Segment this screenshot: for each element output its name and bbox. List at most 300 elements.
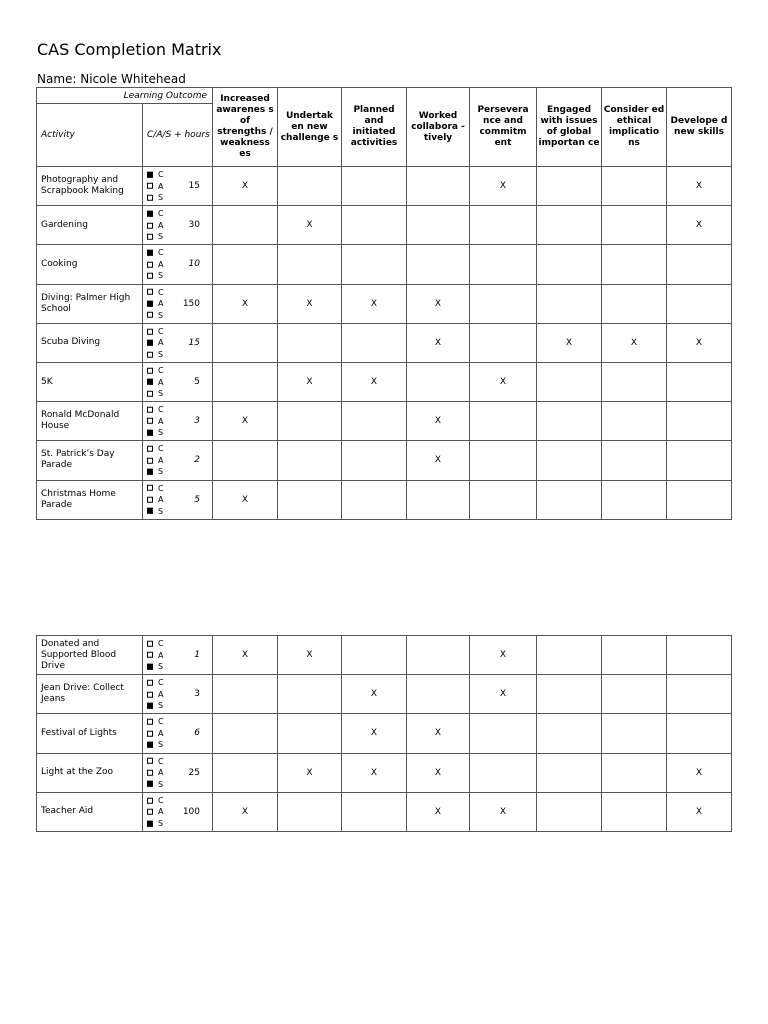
cas-letter: A — [158, 220, 164, 230]
table-row — [37, 362, 732, 401]
outcome-mark — [213, 714, 278, 753]
outcome-mark — [470, 284, 537, 323]
cas-option — [147, 700, 164, 712]
cas-hours-cell — [143, 441, 213, 480]
cas-option — [147, 778, 164, 790]
outcome-mark — [407, 167, 470, 206]
cas-matrix-table-2 — [36, 635, 732, 832]
hours-value: 1 — [194, 650, 200, 661]
cas-option — [147, 180, 164, 192]
table-row — [37, 167, 732, 206]
outcome-mark: X — [278, 206, 342, 245]
cas-checkboxes — [147, 326, 164, 361]
outcome-mark — [278, 402, 342, 441]
outcome-mark: X — [667, 323, 732, 362]
table-row — [37, 441, 732, 480]
cas-checkboxes — [147, 482, 164, 517]
outcome-mark: X — [602, 323, 667, 362]
checkbox-icon — [147, 469, 153, 475]
activity-name: 5K — [37, 362, 143, 401]
cas-letter: A — [158, 298, 164, 308]
outcome-mark: X — [537, 323, 602, 362]
table-row — [37, 675, 732, 714]
cas-letter: C — [158, 638, 164, 648]
cas-checkboxes — [147, 755, 164, 790]
learning-outcome-label: Learning Outcome — [37, 88, 213, 104]
cas-option — [147, 298, 164, 310]
checkbox-icon — [147, 641, 153, 647]
outcome-mark — [342, 792, 407, 831]
checkbox-icon — [147, 172, 153, 178]
outcome-mark: X — [213, 284, 278, 323]
cas-option — [147, 728, 164, 740]
cas-option — [147, 376, 164, 388]
cas-option — [147, 208, 164, 220]
cas-checkboxes — [147, 404, 164, 439]
cas-letter: C — [158, 483, 164, 493]
outcome-mark — [602, 753, 667, 792]
hours-value: 10 — [188, 259, 200, 270]
hours-value: 25 — [188, 767, 200, 778]
outcome-mark — [407, 362, 470, 401]
cas-hours-cell — [143, 167, 213, 206]
outcome-mark — [602, 714, 667, 753]
checkbox-icon — [147, 328, 153, 334]
checkbox-icon — [147, 250, 153, 256]
checkbox-icon — [147, 719, 153, 725]
activity-name: Light at the Zoo — [37, 753, 143, 792]
outcome-mark — [407, 245, 470, 284]
outcome-mark: X — [407, 284, 470, 323]
learning-outcome-header-row — [37, 88, 732, 104]
outcome-mark — [213, 753, 278, 792]
outcome-header: Engaged with issues of global importan ce — [537, 88, 602, 167]
outcome-header: Increased awarenes s of strengths / weakness es — [213, 88, 278, 167]
outcome-header: Consider ed ethical implicatio ns — [602, 88, 667, 167]
cas-option — [147, 388, 164, 400]
outcome-mark: X — [407, 714, 470, 753]
hours-value: 5 — [194, 494, 200, 505]
outcome-mark: X — [342, 362, 407, 401]
cas-letter: A — [158, 377, 164, 387]
outcome-mark — [213, 323, 278, 362]
cas-letter: S — [158, 427, 164, 437]
cas-hours-cell — [143, 753, 213, 792]
cas-letter: S — [158, 506, 164, 516]
activity-name: Diving: Palmer High School — [37, 284, 143, 323]
outcome-mark — [667, 675, 732, 714]
outcome-mark — [470, 206, 537, 245]
outcome-mark: X — [407, 441, 470, 480]
cas-letter: S — [158, 232, 164, 242]
hours-value: 6 — [194, 728, 200, 739]
activity-name: Gardening — [37, 206, 143, 245]
checkbox-icon — [147, 781, 153, 787]
outcome-mark: X — [407, 323, 470, 362]
outcome-mark — [537, 362, 602, 401]
outcome-mark — [537, 402, 602, 441]
outcome-mark — [278, 323, 342, 362]
checkbox-icon — [147, 391, 153, 397]
outcome-mark — [407, 206, 470, 245]
cas-option — [147, 169, 164, 181]
cas-option — [147, 365, 164, 377]
cas-option — [147, 739, 164, 751]
cas-option — [147, 482, 164, 494]
outcome-mark — [602, 284, 667, 323]
activity-header: Activity — [37, 104, 143, 167]
outcome-mark: X — [342, 675, 407, 714]
cas-letter: A — [158, 455, 164, 465]
checkbox-icon — [147, 758, 153, 764]
outcome-header: Worked collabora -tively — [407, 88, 470, 167]
checkbox-icon — [147, 312, 153, 318]
cas-option — [147, 638, 164, 650]
cas-letter: A — [158, 181, 164, 191]
cas-option — [147, 755, 164, 767]
cas-option — [147, 415, 164, 427]
outcome-mark — [667, 441, 732, 480]
hours-value: 3 — [194, 416, 200, 427]
outcome-mark — [342, 480, 407, 519]
activity-name: St. Patrick’s Day Parade — [37, 441, 143, 480]
checkbox-icon — [147, 485, 153, 491]
cas-option — [147, 795, 164, 807]
cas-matrix-table-1 — [36, 87, 732, 520]
outcome-mark — [537, 714, 602, 753]
outcome-mark — [602, 441, 667, 480]
outcome-mark — [537, 480, 602, 519]
cas-option — [147, 689, 164, 701]
outcome-mark — [602, 206, 667, 245]
checkbox-icon — [147, 652, 153, 658]
outcome-mark — [278, 167, 342, 206]
cas-letter: C — [158, 326, 164, 336]
outcome-mark — [407, 675, 470, 714]
outcome-mark: X — [470, 362, 537, 401]
cas-letter: A — [158, 416, 164, 426]
checkbox-icon — [147, 691, 153, 697]
outcome-mark — [667, 245, 732, 284]
checkbox-icon — [147, 457, 153, 463]
cas-letter: C — [158, 756, 164, 766]
cas-letter: S — [158, 818, 164, 828]
outcome-mark: X — [213, 636, 278, 675]
outcome-mark — [407, 636, 470, 675]
cas-option — [147, 220, 164, 232]
outcome-mark: X — [278, 636, 342, 675]
activity-name: Festival of Lights — [37, 714, 143, 753]
outcome-mark — [342, 206, 407, 245]
outcome-mark — [602, 245, 667, 284]
checkbox-icon — [147, 195, 153, 201]
cas-checkboxes — [147, 247, 164, 282]
activity-name: Cooking — [37, 245, 143, 284]
cas-letter: C — [158, 248, 164, 258]
hours-value: 15 — [188, 337, 200, 348]
table-row — [37, 480, 732, 519]
table-row — [37, 714, 732, 753]
outcome-mark — [602, 636, 667, 675]
cas-letter: C — [158, 717, 164, 727]
table-row — [37, 792, 732, 831]
cas-option — [147, 494, 164, 506]
cas-letter: S — [158, 467, 164, 477]
outcome-mark: X — [213, 792, 278, 831]
table-row — [37, 284, 732, 323]
outcome-header: Planned and initiated activities — [342, 88, 407, 167]
table-row — [37, 245, 732, 284]
outcome-mark: X — [407, 402, 470, 441]
cas-checkboxes — [147, 286, 164, 321]
cas-hours-cell — [143, 206, 213, 245]
checkbox-icon — [147, 368, 153, 374]
cas-letter: S — [158, 271, 164, 281]
outcome-mark — [537, 167, 602, 206]
checkbox-icon — [147, 508, 153, 514]
cas-letter: S — [158, 701, 164, 711]
checkbox-icon — [147, 797, 153, 803]
cas-hours-cell — [143, 245, 213, 284]
outcome-mark — [278, 714, 342, 753]
checkbox-icon — [147, 418, 153, 424]
cas-option — [147, 286, 164, 298]
hours-value: 30 — [188, 220, 200, 231]
outcome-mark — [537, 245, 602, 284]
cas-checkboxes — [147, 443, 164, 478]
checkbox-icon — [147, 742, 153, 748]
checkbox-icon — [147, 430, 153, 436]
outcome-mark — [213, 441, 278, 480]
cas-letter: S — [158, 349, 164, 359]
cas-letter: C — [158, 404, 164, 414]
cas-option — [147, 767, 164, 779]
outcome-mark: X — [470, 675, 537, 714]
outcome-mark: X — [407, 753, 470, 792]
outcome-mark: X — [667, 753, 732, 792]
outcome-mark: X — [667, 206, 732, 245]
table-row — [37, 402, 732, 441]
outcome-mark — [667, 714, 732, 753]
activity-name: Jean Drive: Collect Jeans — [37, 675, 143, 714]
cas-letter: A — [158, 338, 164, 348]
activity-name: Donated and Supported Blood Drive — [37, 636, 143, 675]
outcome-mark — [470, 323, 537, 362]
checkbox-icon — [147, 407, 153, 413]
outcome-mark: X — [470, 167, 537, 206]
hours-value: 5 — [194, 377, 200, 388]
cas-checkboxes — [147, 365, 164, 400]
table-row — [37, 636, 732, 675]
cas-hours-cell — [143, 792, 213, 831]
cas-hours-cell — [143, 636, 213, 675]
hours-value: 2 — [194, 455, 200, 466]
checkbox-icon — [147, 289, 153, 295]
cas-letter: C — [158, 169, 164, 179]
cas-option — [147, 455, 164, 467]
cas-letter: A — [158, 807, 164, 817]
outcome-mark: X — [470, 792, 537, 831]
outcome-mark: X — [213, 480, 278, 519]
cas-checkboxes — [147, 638, 164, 673]
checkbox-icon — [147, 664, 153, 670]
cas-letter: S — [158, 661, 164, 671]
cas-option — [147, 404, 164, 416]
activity-name: Photography and Scrapbook Making — [37, 167, 143, 206]
activity-name: Christmas Home Parade — [37, 480, 143, 519]
outcome-mark: X — [470, 636, 537, 675]
outcome-mark — [537, 675, 602, 714]
activity-name: Scuba Diving — [37, 323, 143, 362]
checkbox-icon — [147, 703, 153, 709]
table-row — [37, 323, 732, 362]
cas-option — [147, 259, 164, 271]
cas-hours-cell — [143, 402, 213, 441]
outcome-mark — [342, 636, 407, 675]
outcome-mark — [667, 362, 732, 401]
cas-option — [147, 806, 164, 818]
cas-hours-header: C/A/S + hours — [143, 104, 213, 167]
checkbox-icon — [147, 379, 153, 385]
outcome-mark — [602, 402, 667, 441]
outcome-mark — [470, 441, 537, 480]
cas-hours-cell — [143, 480, 213, 519]
activity-name: Teacher Aid — [37, 792, 143, 831]
cas-letter: C — [158, 287, 164, 297]
cas-letter: A — [158, 689, 164, 699]
cas-letter: A — [158, 767, 164, 777]
outcome-mark — [537, 792, 602, 831]
checkbox-icon — [147, 340, 153, 346]
hours-value: 3 — [194, 689, 200, 700]
outcome-mark — [278, 441, 342, 480]
cas-option — [147, 192, 164, 204]
checkbox-icon — [147, 211, 153, 217]
hours-value: 150 — [182, 298, 200, 309]
cas-letter: S — [158, 779, 164, 789]
checkbox-icon — [147, 820, 153, 826]
outcome-mark — [470, 402, 537, 441]
cas-option — [147, 326, 164, 338]
cas-hours-cell — [143, 323, 213, 362]
outcome-mark: X — [278, 284, 342, 323]
cas-option — [147, 427, 164, 439]
checkbox-icon — [147, 301, 153, 307]
page-title: CAS Completion Matrix — [37, 40, 222, 59]
cas-option — [147, 505, 164, 517]
outcome-mark — [602, 792, 667, 831]
cas-letter: A — [158, 259, 164, 269]
outcome-mark — [537, 636, 602, 675]
cas-letter: S — [158, 388, 164, 398]
outcome-mark — [602, 167, 667, 206]
cas-letter: C — [158, 365, 164, 375]
outcome-mark — [213, 675, 278, 714]
table-row — [37, 753, 732, 792]
cas-option — [147, 677, 164, 689]
outcome-mark — [667, 480, 732, 519]
outcome-mark: X — [342, 284, 407, 323]
checkbox-icon — [147, 770, 153, 776]
checkbox-icon — [147, 273, 153, 279]
checkbox-icon — [147, 446, 153, 452]
cas-letter: C — [158, 678, 164, 688]
outcome-mark — [602, 675, 667, 714]
outcome-mark: X — [342, 714, 407, 753]
outcome-mark — [278, 245, 342, 284]
student-name: Name: Nicole Whitehead — [37, 72, 186, 86]
outcome-mark: X — [342, 753, 407, 792]
outcome-mark — [278, 675, 342, 714]
cas-letter: A — [158, 494, 164, 504]
outcome-mark: X — [407, 792, 470, 831]
outcome-mark: X — [667, 792, 732, 831]
checkbox-icon — [147, 680, 153, 686]
outcome-mark — [407, 480, 470, 519]
outcome-mark: X — [213, 402, 278, 441]
cas-letter: C — [158, 795, 164, 805]
cas-hours-cell — [143, 714, 213, 753]
outcome-mark — [602, 362, 667, 401]
outcome-mark: X — [278, 753, 342, 792]
checkbox-icon — [147, 497, 153, 503]
outcome-mark: X — [667, 167, 732, 206]
cas-letter: S — [158, 740, 164, 750]
checkbox-icon — [147, 234, 153, 240]
outcome-mark — [667, 284, 732, 323]
outcome-mark — [537, 284, 602, 323]
cas-letter: S — [158, 192, 164, 202]
cas-letter: C — [158, 209, 164, 219]
checkbox-icon — [147, 183, 153, 189]
outcome-mark — [602, 480, 667, 519]
cas-option — [147, 247, 164, 259]
cas-option — [147, 466, 164, 478]
outcome-mark — [342, 441, 407, 480]
checkbox-icon — [147, 351, 153, 357]
outcome-mark — [667, 636, 732, 675]
cas-hours-cell — [143, 284, 213, 323]
outcome-header: Persevera nce and commitm ent — [470, 88, 537, 167]
outcome-mark: X — [213, 167, 278, 206]
checkbox-icon — [147, 730, 153, 736]
cas-option — [147, 818, 164, 830]
cas-checkboxes — [147, 208, 164, 243]
outcome-mark — [470, 245, 537, 284]
outcome-mark — [537, 753, 602, 792]
cas-hours-cell — [143, 675, 213, 714]
cas-letter: A — [158, 728, 164, 738]
cas-option — [147, 349, 164, 361]
cas-option — [147, 649, 164, 661]
cas-checkboxes — [147, 716, 164, 751]
outcome-mark — [213, 362, 278, 401]
outcome-header: Develope d new skills — [667, 88, 732, 167]
outcome-mark — [667, 402, 732, 441]
outcome-mark — [342, 323, 407, 362]
checkbox-icon — [147, 222, 153, 228]
cas-option — [147, 661, 164, 673]
cas-option — [147, 716, 164, 728]
cas-letter: C — [158, 444, 164, 454]
cas-checkboxes — [147, 169, 164, 204]
outcome-mark — [342, 245, 407, 284]
outcome-mark — [470, 480, 537, 519]
outcome-mark — [213, 206, 278, 245]
cas-option — [147, 309, 164, 321]
cas-option — [147, 443, 164, 455]
cas-checkboxes — [147, 795, 164, 830]
